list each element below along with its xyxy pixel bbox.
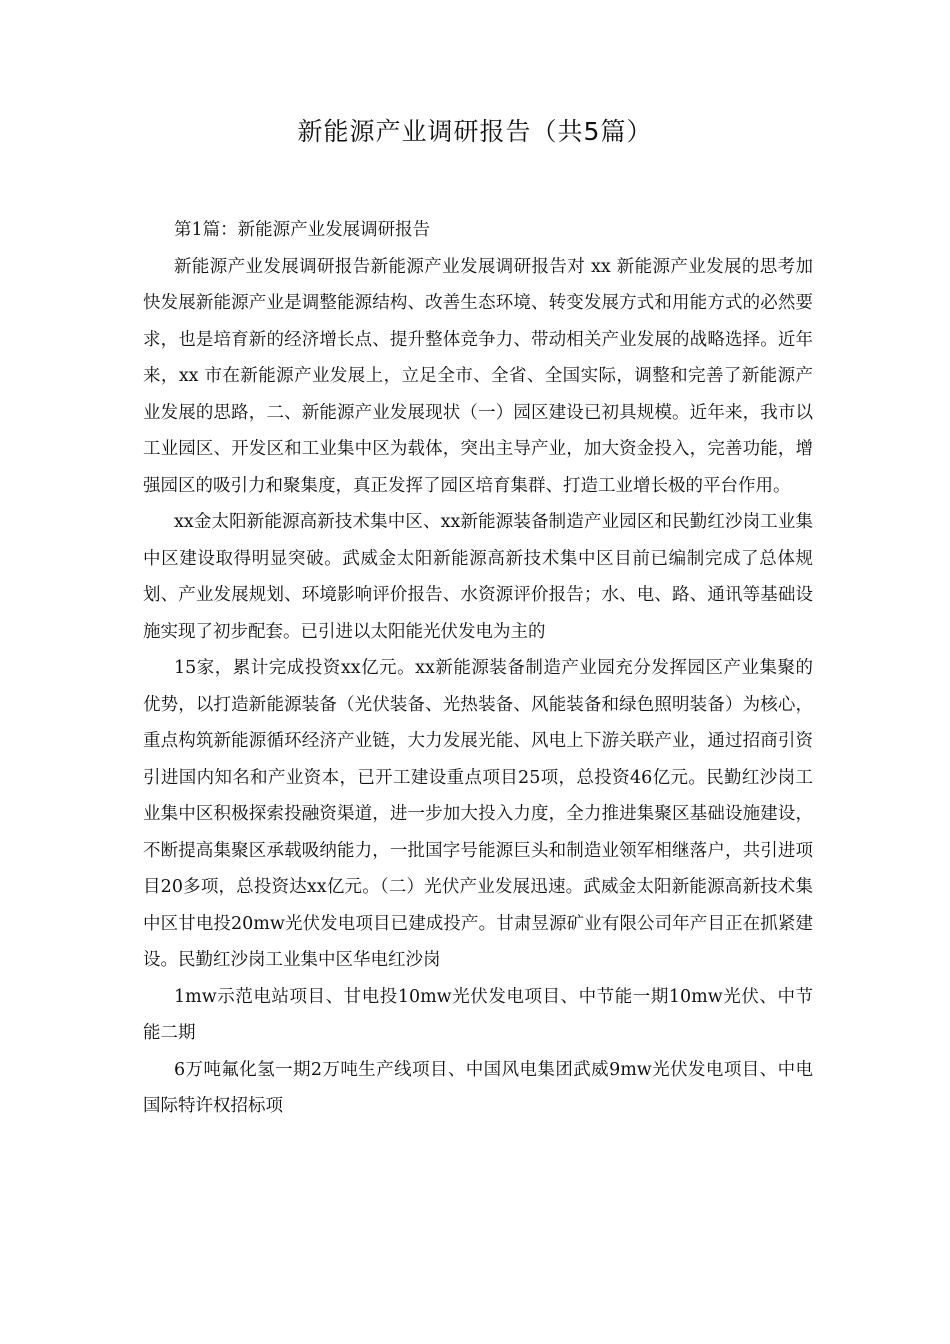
body-paragraph: 新能源产业发展调研报告新能源产业发展调研报告对 xx 新能源产业发展的思考加快发展新能源产业是调整能源结构、改善生态环境、转变发展方式和用能方式的必然要求，也是培育新的经济增长点、提升整体竞争力、带动相关产业发展的战略选择。近年来，xx 市在新能源产业发展上，立足全市、全省、全国实际，调整和完善了新能源产业发展的思路，二、新能源产业发展现状（一）园区建设已初具规模。近年来，我市以工业园区、开发区和工业集中区为载体，突出主导产业，加大资金投入，完善功能，增强园区的吸引力和聚集度，真正发挥了园区培育集群、打造工业增长极的平台作用。 — [143, 256, 813, 496]
body-paragraph: 15家，累计完成投资xx亿元。xx新能源装备制造产业园充分发挥园区产业集聚的优势，以打造新能源装备（光伏装备、光热装备、风能装备和绿色照明装备）为核心，重点构筑新能源循环经济产业链，大力发展光能、风电上下游关联产业，通过招商引资引进国内知名和产业资本，已开工建设重点项目25项，总投资46亿元。民勤红沙岗工业集中区积极探索投融资渠道，进一步加大投入力度，全力推进集聚区基础设施建设，不断提高集聚区承载吸纳能力，一批国字号能源巨头和制造业领军相继落户，共引进项目20多项，总投资达xx亿元。（二）光伏产业发展迅速。武威金太阳新能源高新技术集中区甘电投20mw光伏发电项目已建成投产。甘肃昱源矿业有限公司年产目正在抓紧建设。民勤红沙岗工业集中区华电红沙岗 — [143, 658, 813, 970]
document-title: 新能源产业调研报告（共5篇） — [297, 117, 653, 146]
section-heading: 第1篇：新能源产业发展调研报告 — [174, 220, 431, 240]
body-paragraph: 1mw示范电站项目、甘电投10mw光伏发电项目、中节能一期10mw光伏、中节能二期 — [143, 986, 813, 1043]
document-body — [143, 212, 813, 1125]
body-paragraph: xx金太阳新能源高新技术集中区、xx新能源装备制造产业园区和民勤红沙岗工业集中区建设取得明显突破。武威金太阳新能源高新技术集中区目前已编制完成了总体规划、产业发展规划、环境影响评价报告、水资源评价报告；水、电、路、通讯等基础设施实现了初步配套。已引进以太阳能光伏发电为主的 — [143, 512, 813, 642]
body-paragraph: 6万吨氟化氢一期2万吨生产线项目、中国风电集团武威9mw光伏发电项目、中电国际特许权招标项 — [143, 1059, 813, 1116]
